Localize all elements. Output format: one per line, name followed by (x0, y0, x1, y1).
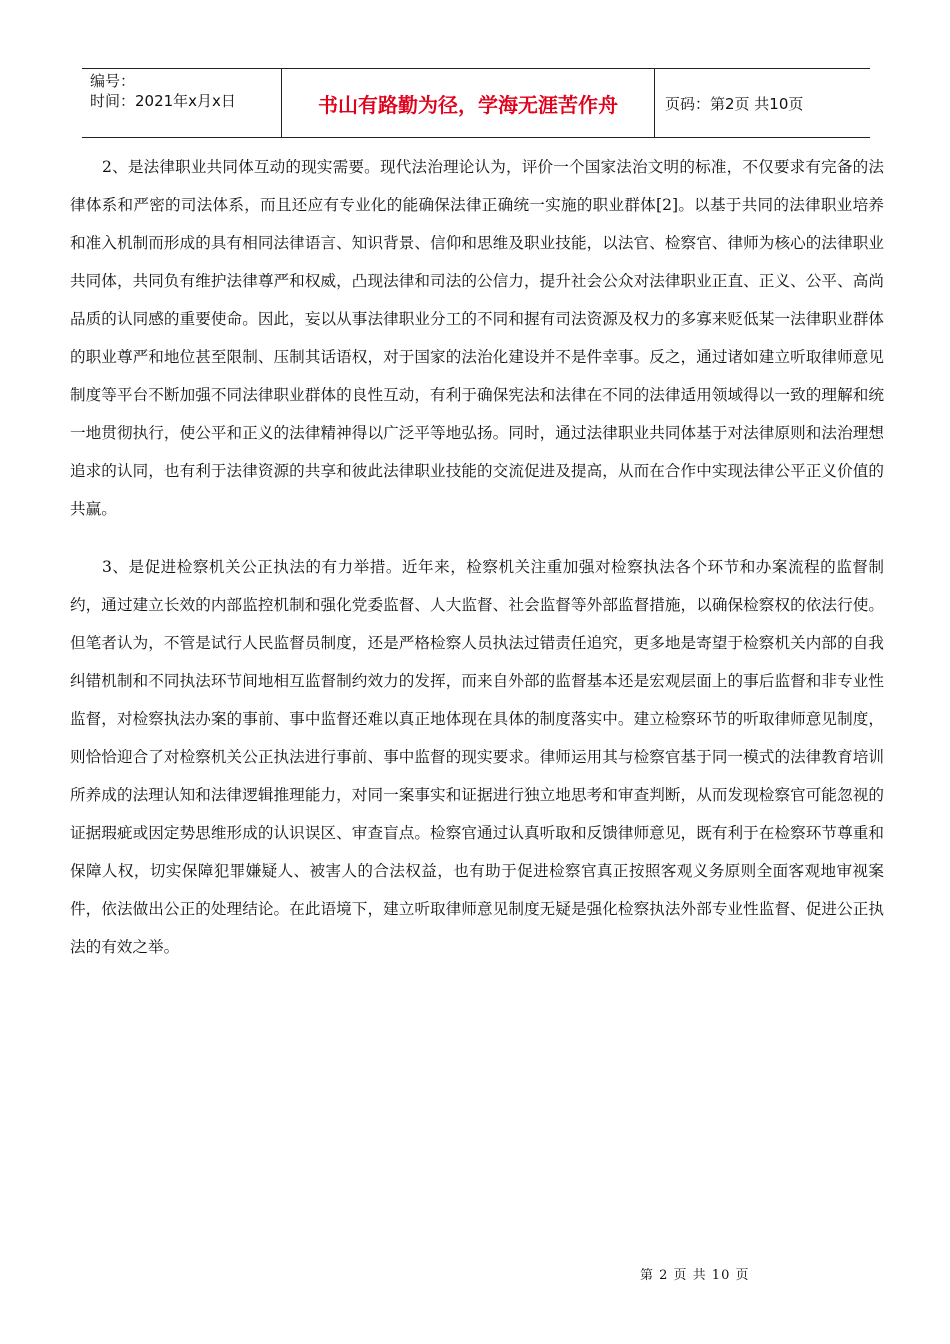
header-table (82, 68, 870, 138)
header-meta (82, 69, 282, 137)
header-motto: 书山有路勤为径，学海无涯苦作舟 (282, 69, 655, 137)
page-footer: 第 2 页 共 10 页 (640, 1268, 750, 1283)
document-body (70, 148, 884, 966)
paragraph: 3、是促进检察机关公正执法的有力举措。近年来，检察机关注重加强对检察执法各个环节和办案流程的监督制约，通过建立长效的内部监控机制和强化党委监督、人大监督、社会监督等外部监督措施，以确保检察权的依法行使。但笔者认为，不管是试行人民监督员制度，还是严格检察人员执法过错责任追究，更多地是寄望于检察机关内部的自我纠错机制和不同执法环节间地相互监督制约效力的发挥，而来自外部的监督基本还是宏观层面上的事后监督和非专业性监督，对检察执法办案的事前、事中监督还难以真正地体现在具体的制度落实中。建立检察环节的听取律师意见制度，则恰恰迎合了对检察机关公正执法进行事前、事中监督的现实要求。律师运用其与检察官基于同一模式的法律教育培训所养成的法理认知和法律逻辑推理能力，对同一案事实和证据进行独立地思考和审查判断，从而发现检察官可能忽视的证据瑕疵或因定势思维形成的认识误区、审查盲点。检察官通过认真听取和反馈律师意见，既有利于在检察环节尊重和保障人权，切实保障犯罪嫌疑人、被害人的合法权益，也有助于促进检察官真正按照客观义务原则全面客观地审视案件，依法做出公正的处理结论。在此语境下，建立听取律师意见制度无疑是强化检察执法外部专业性监督、促进公正执法的有效之举。 (70, 558, 884, 956)
doc-number-label: 编号： (90, 72, 136, 90)
doc-time-label: 时间：2021年x月x日 (90, 92, 236, 110)
header-page-info: 页码：第2页 共10页 (665, 94, 804, 113)
paragraph: 2、是法律职业共同体互动的现实需要。现代法治理论认为，评价一个国家法治文明的标准，不仅要求有完备的法律体系和严密的司法体系，而且还应有专业化的能确保法律正确统一实施的职业群体[2]。以基于共同的法律职业培养和准入机制而形成的具有相同法律语言、知识背景、信仰和思维及职业技能，以法官、检察官、律师为核心的法律职业共同体，共同负有维护法律尊严和权威，凸现法律和司法的公信力，提升社会公众对法律职业正直、正义、公平、高尚品质的认同感的重要使命。因此，妄以从事法律职业分工的不同和握有司法资源及权力的多寡来贬低某一法律职业群体的职业尊严和地位甚至限制、压制其话语权，对于国家的法治化建设并不是件幸事。反之，通过诸如建立听取律师意见制度等平台不断加强不同法律职业群体的良性互动，有利于确保宪法和法律在不同的法律适用领域得以一致的理解和统一地贯彻执行，使公平和正义的法律精神得以广泛平等地弘扬。同时，通过法律职业共同体基于对法律原则和法治理想追求的认同，也有利于法律资源的共享和彼此法律职业技能的交流促进及提高，从而在合作中实现法律公平正义价值的共赢。 (70, 158, 884, 518)
